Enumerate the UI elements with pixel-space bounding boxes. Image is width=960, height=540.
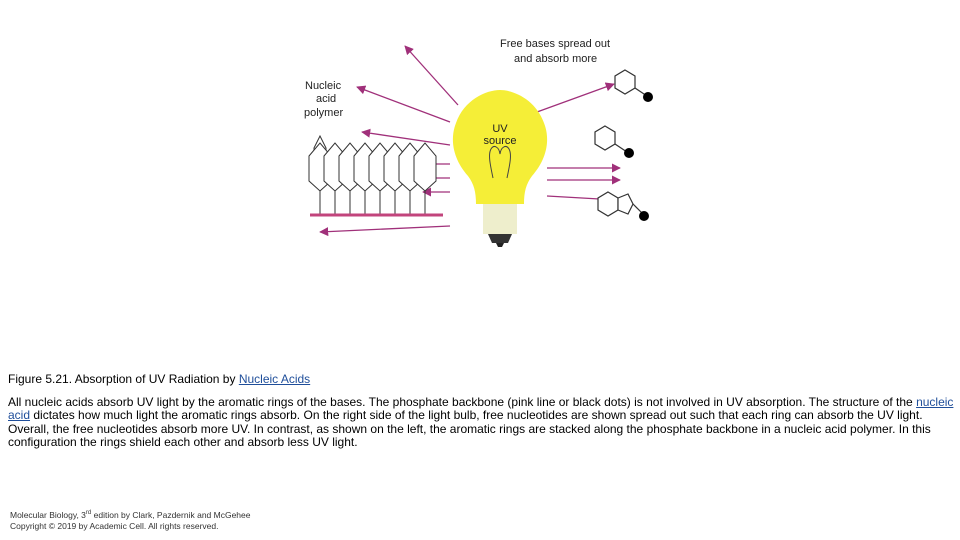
bulb-label-line1: UV [492, 123, 508, 135]
stacked-base-ring [414, 143, 436, 191]
caption-title-text: Figure 5.21. Absorption of UV Radiation by [8, 372, 239, 386]
bulb-label-line2: source [483, 135, 517, 147]
footer-line-2: Copyright © 2019 by Academic Cell. All rights reserved. [10, 520, 219, 531]
caption-body-text-2: dictates how much light the aromatic rings absorb. On the right side of the light bulb, free nucleotides are shown spread out such that each ring can absorb the UV light. Overall, the free nucleotides absorb more UV. In contrast, as shown on the left, the aromatic rings are stacked along the phosphate backbone in a nucleic acid polymer. In this configuration the rings shield each other and absorb less UV light. [8, 408, 931, 449]
caption-title [8, 373, 954, 387]
free-base-3 [598, 192, 649, 221]
label-polymer-line3: polymer [304, 107, 344, 119]
base-stems [320, 191, 425, 214]
phosphate-dot [624, 148, 634, 158]
copyright-footer [10, 508, 251, 532]
arrow-left-bottom [320, 226, 450, 232]
arrow-up-left [405, 46, 458, 105]
phosphate-dot [639, 211, 649, 221]
uv-absorption-diagram [290, 28, 670, 258]
figure-caption [8, 373, 954, 450]
arrow-up-right [537, 84, 614, 112]
arrow-left-upper [357, 87, 450, 122]
label-free-bases-line1: Free bases spread out [500, 38, 611, 50]
nucleic-acids-link[interactable]: Nucleic Acids [238, 372, 311, 386]
uv-light-bulb [453, 90, 547, 247]
label-polymer-line1: Nucleic [305, 80, 342, 92]
label-free-bases-line2: and absorb more [514, 53, 598, 65]
label-polymer-line2: acid [316, 93, 337, 105]
polymer-stack [309, 136, 436, 214]
phosphate-dot [643, 92, 653, 102]
nucleic-acid-link[interactable]: nucleic acid [8, 394, 954, 422]
free-bases [595, 70, 653, 221]
bulb-base [483, 204, 517, 234]
arrow-left-mid [362, 132, 450, 145]
caption-body-text-1: All nucleic acids absorb UV light by the aromatic rings of the bases. The phosphate backbone (pink line or black dots) is not involved in UV absorption. The structure of the [8, 394, 917, 409]
free-base-2 [595, 126, 634, 158]
footer-line-1: Molecular Biology, 3rd edition by Clark, Pazdernik and McGehee [10, 509, 251, 520]
free-base-1 [615, 70, 653, 102]
caption-body [8, 396, 954, 450]
